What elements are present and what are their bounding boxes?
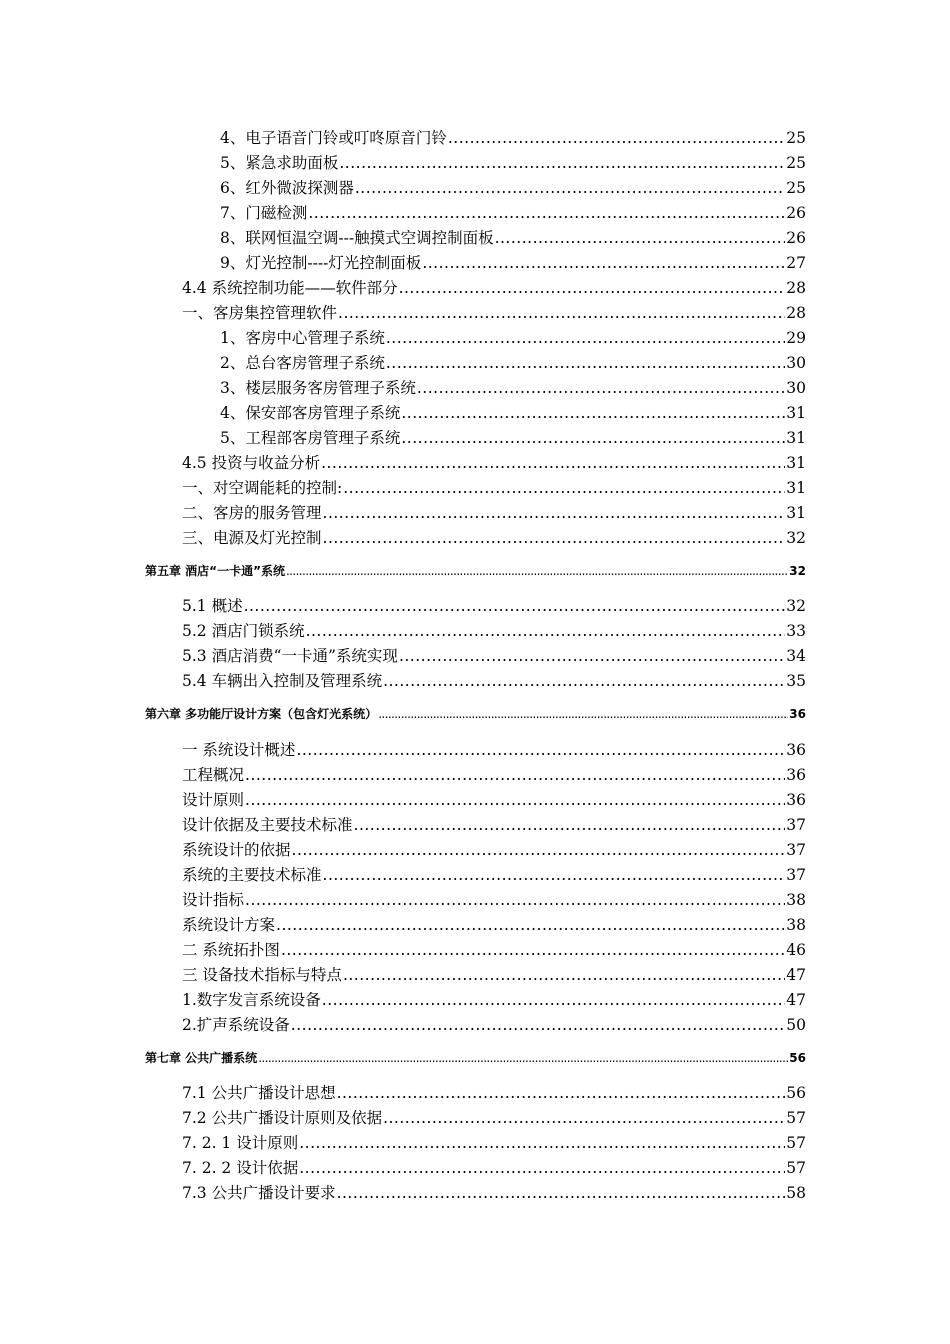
toc-entry[interactable] xyxy=(182,1013,806,1035)
toc-entry[interactable] xyxy=(220,251,806,273)
toc-entry[interactable] xyxy=(182,838,806,860)
toc-entry[interactable] xyxy=(182,1081,806,1103)
toc-entry[interactable] xyxy=(182,619,806,641)
toc-entry-title: 三、电源及灯光控制 xyxy=(182,529,322,547)
dot-leader xyxy=(343,479,785,497)
toc-page-number: 47 xyxy=(786,966,806,984)
dot-leader xyxy=(337,1184,786,1202)
toc-entry-title: 系统的主要技术标准 xyxy=(182,866,322,884)
toc-entry-title: 第六章 多功能厅设计方案（包含灯光系统） xyxy=(145,707,378,721)
toc-entry[interactable] xyxy=(182,669,806,691)
toc-page-number: 30 xyxy=(786,354,806,372)
toc-entry[interactable] xyxy=(182,813,806,835)
dot-leader xyxy=(401,429,785,447)
dot-leader xyxy=(378,707,788,721)
toc-page-number: 25 xyxy=(786,154,806,172)
toc-entry-title: 7. 2. 1 设计原则 xyxy=(182,1134,299,1152)
dot-leader xyxy=(386,329,785,347)
toc-page-number: 33 xyxy=(786,622,806,640)
toc-page-number: 35 xyxy=(786,672,806,690)
toc-entry[interactable] xyxy=(182,476,806,498)
toc-entry-title: 8、联网恒温空调---触摸式空调控制面板 xyxy=(220,229,494,247)
toc-entry[interactable] xyxy=(182,863,806,885)
dot-leader xyxy=(338,304,785,322)
toc-page-number: 57 xyxy=(786,1159,806,1177)
toc-page-number: 29 xyxy=(786,329,806,347)
toc-entry[interactable] xyxy=(220,151,806,173)
toc-entry[interactable] xyxy=(182,888,806,910)
toc-entry-title: 设计依据及主要技术标准 xyxy=(182,816,353,834)
toc-entry-title: 2.扩声系统设备 xyxy=(182,1016,290,1034)
toc-entry[interactable] xyxy=(182,913,806,935)
dot-leader xyxy=(386,354,785,372)
toc-entry[interactable] xyxy=(220,401,806,423)
toc-page-number: 27 xyxy=(786,254,806,272)
toc-entry[interactable] xyxy=(182,594,806,616)
toc-entry[interactable] xyxy=(220,351,806,373)
toc-page-number: 36 xyxy=(789,707,806,721)
toc-entry-title: 系统设计的依据 xyxy=(182,841,291,859)
toc-page-number: 31 xyxy=(786,479,806,497)
toc-entry-title: 7.2 公共广播设计原则及依据 xyxy=(182,1109,383,1127)
toc-entry-title: 三 设备技术指标与特点 xyxy=(182,966,342,984)
toc-entry-title: 5.4 车辆出入控制及管理系统 xyxy=(182,672,383,690)
dot-leader xyxy=(245,791,785,809)
toc-page-number: 30 xyxy=(786,379,806,397)
toc-page-number: 56 xyxy=(789,1051,806,1065)
dot-leader xyxy=(495,229,786,247)
toc-entry[interactable] xyxy=(220,126,806,148)
toc-page-number: 36 xyxy=(786,766,806,784)
toc-entry[interactable] xyxy=(220,326,806,348)
toc-page-number: 46 xyxy=(786,941,806,959)
dot-leader xyxy=(448,129,785,147)
toc-entry[interactable] xyxy=(220,201,806,223)
dot-leader xyxy=(399,279,786,297)
toc-page-number: 37 xyxy=(786,841,806,859)
toc-entry-title: 设计原则 xyxy=(182,791,245,809)
toc-page-number: 57 xyxy=(786,1134,806,1152)
dot-leader xyxy=(292,841,786,859)
dot-leader xyxy=(245,891,785,909)
dot-leader xyxy=(323,504,786,522)
toc-entry[interactable] xyxy=(182,276,806,298)
dot-leader xyxy=(299,1134,785,1152)
toc-page-number: 57 xyxy=(786,1109,806,1127)
toc-entry[interactable] xyxy=(220,376,806,398)
dot-leader xyxy=(321,454,785,472)
toc-entry[interactable] xyxy=(182,1106,806,1128)
toc-page-number: 58 xyxy=(786,1184,806,1202)
dot-leader xyxy=(322,991,785,1009)
toc-entry[interactable] xyxy=(182,451,806,473)
dot-leader xyxy=(383,672,785,690)
toc-entry[interactable] xyxy=(182,526,806,548)
toc-entry[interactable] xyxy=(182,938,806,960)
dot-leader xyxy=(291,1016,785,1034)
toc-entry-title: 4.5 投资与收益分析 xyxy=(182,454,321,472)
toc-entry-title: 5.1 概述 xyxy=(182,597,243,615)
toc-page-number: 32 xyxy=(789,564,806,578)
toc-chapter-entry[interactable] xyxy=(145,705,806,723)
toc-page-number: 26 xyxy=(786,229,806,247)
dot-leader xyxy=(343,966,785,984)
toc-entry-title: 1.数字发言系统设备 xyxy=(182,991,321,1009)
dot-leader xyxy=(296,741,785,759)
dot-leader xyxy=(244,597,786,615)
toc-page-number: 31 xyxy=(786,454,806,472)
toc-chapter-entry[interactable] xyxy=(145,1049,806,1067)
toc-page-number: 31 xyxy=(786,404,806,422)
dot-leader xyxy=(299,1159,785,1177)
dot-leader xyxy=(308,204,785,222)
toc-entry-title: 9、灯光控制----灯光控制面板 xyxy=(220,254,422,272)
toc-page-number: 38 xyxy=(786,916,806,934)
toc-entry-title: 第五章 酒店“一卡通”系统 xyxy=(145,564,285,578)
toc-entry-title: 5.2 酒店门锁系统 xyxy=(182,622,305,640)
toc-entry-title: 4、保安部客房管理子系统 xyxy=(220,404,401,422)
toc-entry-title: 7、门磁检测 xyxy=(220,204,308,222)
toc-entry-title: 3、楼层服务客房管理子系统 xyxy=(220,379,416,397)
toc-chapter-entry[interactable] xyxy=(145,562,806,580)
toc-entry[interactable] xyxy=(182,988,806,1010)
dot-leader xyxy=(422,254,785,272)
toc-entry-title: 5、紧急求助面板 xyxy=(220,154,339,172)
dot-leader xyxy=(323,866,786,884)
toc-entry-title: 设计指标 xyxy=(182,891,245,909)
toc-entry-title: 一、对空调能耗的控制: xyxy=(182,479,343,497)
toc-entry-title: 二、客房的服务管理 xyxy=(182,504,322,522)
toc-entry-title: 二 系统拓扑图 xyxy=(182,941,280,959)
toc-entry-title: 4、电子语音门铃或叮咚原音门铃 xyxy=(220,129,447,147)
toc-page-number: 36 xyxy=(786,791,806,809)
dot-leader xyxy=(383,1109,785,1127)
toc-entry-title: 6、红外微波探测器 xyxy=(220,179,354,197)
toc-page-number: 56 xyxy=(786,1084,806,1102)
toc-entry-title: 一、客房集控管理软件 xyxy=(182,304,338,322)
toc-entry[interactable] xyxy=(182,644,806,666)
toc-page-number: 31 xyxy=(786,429,806,447)
dot-leader xyxy=(306,622,786,640)
toc-entry[interactable] xyxy=(182,301,806,323)
dot-leader xyxy=(354,816,786,834)
toc-entry[interactable] xyxy=(182,1156,806,1178)
dot-leader xyxy=(339,154,785,172)
toc-entry-title: 2、总台客房管理子系统 xyxy=(220,354,385,372)
dot-leader xyxy=(286,564,788,578)
dot-leader xyxy=(399,647,785,665)
toc-entry[interactable] xyxy=(220,226,806,248)
toc-entry-title: 4.4 系统控制功能——软件部分 xyxy=(182,279,398,297)
toc-entry[interactable] xyxy=(220,426,806,448)
dot-leader xyxy=(417,379,785,397)
toc-entry[interactable] xyxy=(182,1181,806,1203)
dot-leader xyxy=(337,1084,786,1102)
dot-leader xyxy=(245,766,785,784)
dot-leader xyxy=(281,941,785,959)
toc-entry-title: 系统设计方案 xyxy=(182,916,276,934)
dot-leader xyxy=(401,404,785,422)
toc-entry[interactable] xyxy=(220,176,806,198)
toc-page-number: 38 xyxy=(786,891,806,909)
toc-page-number: 28 xyxy=(786,279,806,297)
toc-page-number: 25 xyxy=(786,129,806,147)
toc-entry-title: 一 系统设计概述 xyxy=(182,741,296,759)
toc-entry[interactable] xyxy=(182,1131,806,1153)
toc-page-number: 28 xyxy=(786,304,806,322)
toc-entry-title: 7. 2. 2 设计依据 xyxy=(182,1159,299,1177)
toc-entry[interactable] xyxy=(182,963,806,985)
toc-entry[interactable] xyxy=(182,501,806,523)
toc-entry[interactable] xyxy=(182,738,806,760)
toc-page-number: 25 xyxy=(786,179,806,197)
toc-page-number: 50 xyxy=(786,1016,806,1034)
toc-entry-title: 5、工程部客房管理子系统 xyxy=(220,429,401,447)
toc-entry-title: 7.1 公共广播设计思想 xyxy=(182,1084,336,1102)
toc-entry-title: 5.3 酒店消费“一卡通”系统实现 xyxy=(182,647,398,665)
toc-page-number: 32 xyxy=(786,529,806,547)
dot-leader xyxy=(355,179,785,197)
toc-entry-title: 7.3 公共广播设计要求 xyxy=(182,1184,336,1202)
toc-entry-title: 1、客房中心管理子系统 xyxy=(220,329,385,347)
toc-page-number: 36 xyxy=(786,741,806,759)
toc-page-number: 37 xyxy=(786,816,806,834)
toc-page-number: 37 xyxy=(786,866,806,884)
toc-entry[interactable] xyxy=(182,788,806,810)
toc-page-number: 31 xyxy=(786,504,806,522)
toc-page-number: 32 xyxy=(786,597,806,615)
dot-leader xyxy=(258,1051,788,1065)
dot-leader xyxy=(323,529,786,547)
toc-entry-title: 工程概况 xyxy=(182,766,245,784)
toc-page-number: 47 xyxy=(786,991,806,1009)
toc-entry[interactable] xyxy=(182,763,806,785)
dot-leader xyxy=(276,916,785,934)
toc-page-number: 26 xyxy=(786,204,806,222)
toc-entry-title: 第七章 公共广播系统 xyxy=(145,1051,258,1065)
toc-page-number: 34 xyxy=(786,647,806,665)
